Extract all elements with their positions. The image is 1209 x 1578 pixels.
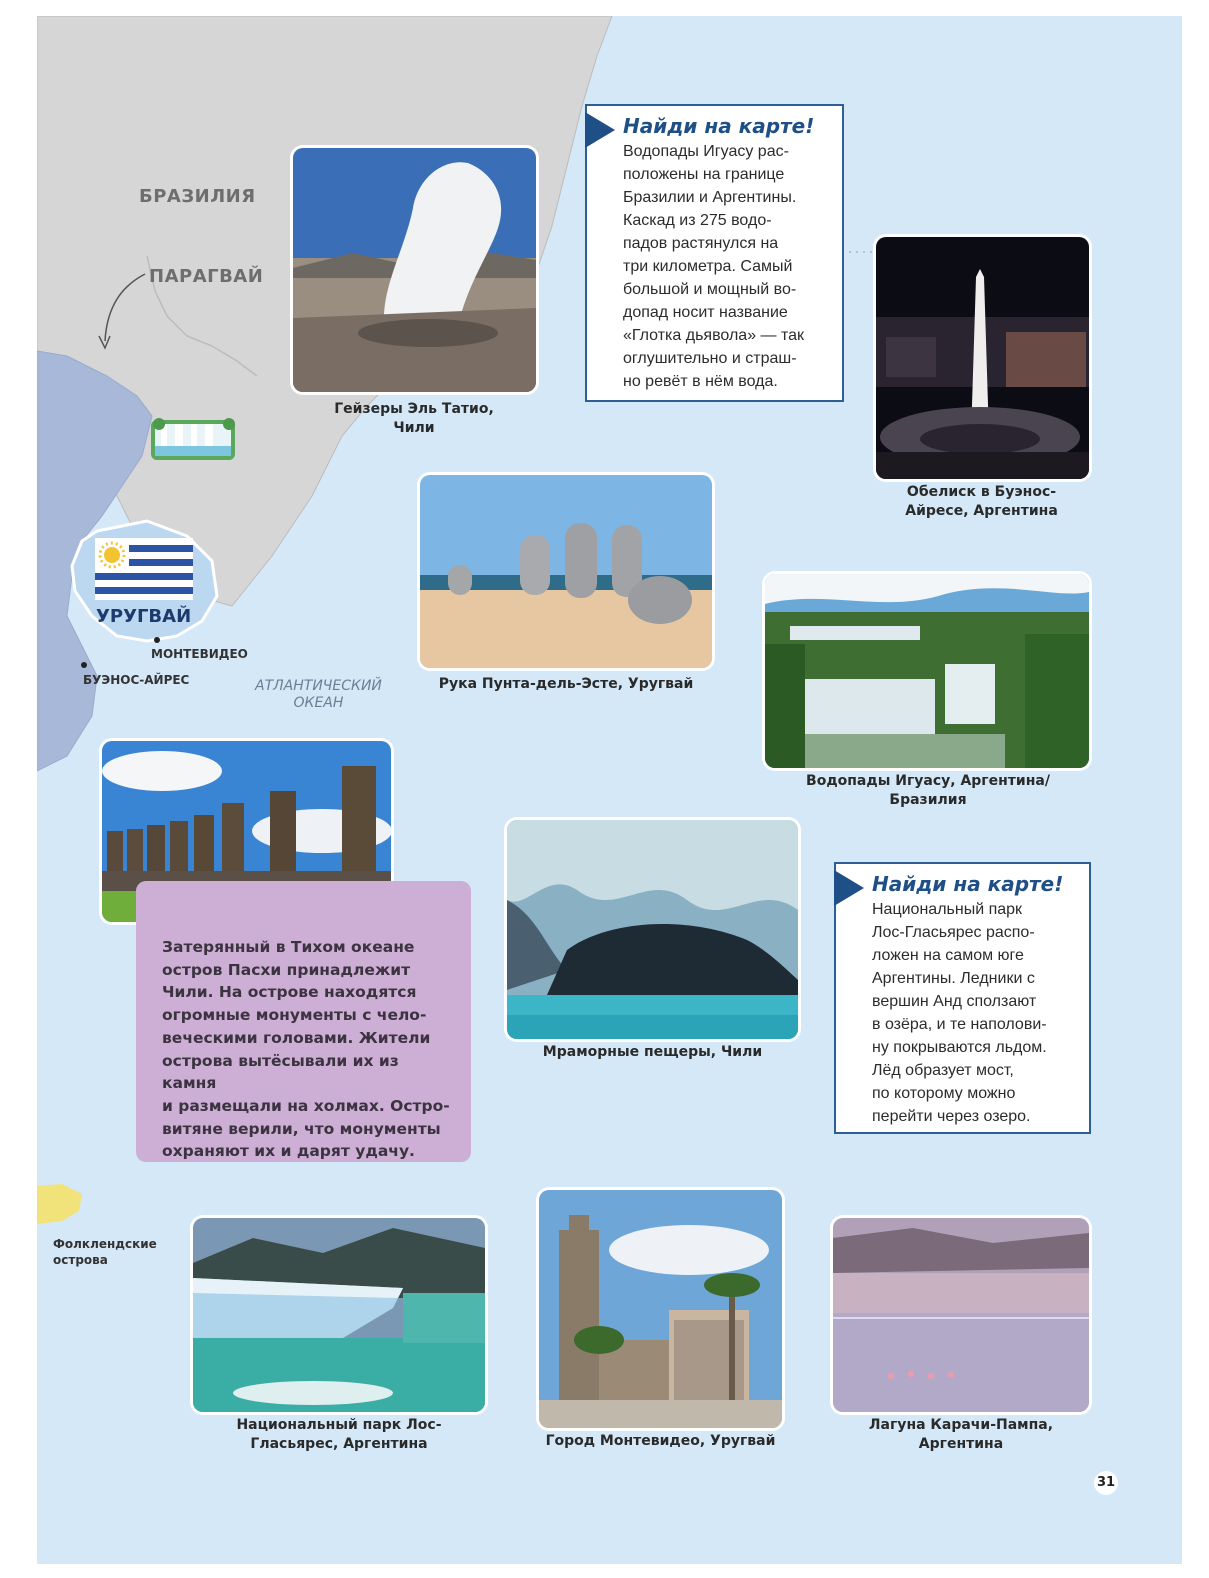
info-box-text: Водопады Игуасу рас- положены на границе Бразилии и Аргентины. Каскад из 275 водо- падов растянулся на три километра. Самый большой и мощный во- допад носит название «Глотка дьявола» — так оглушительно и страш- но ревёт в нём вода. xyxy=(623,143,805,390)
photo-geysers xyxy=(293,148,536,392)
page-number: 31 xyxy=(1094,1471,1118,1495)
label-montevideo: МОНТЕВИДЕО xyxy=(151,647,248,661)
info-arrow-icon xyxy=(834,870,864,906)
label-buenos-aires: БУЭНОС-АЙРЕС xyxy=(83,673,190,687)
uruguay-flag-icon xyxy=(95,538,193,600)
caption-iguazu: Водопады Игуасу, Аргентина/ Бразилия xyxy=(806,773,1050,808)
info-box-title: Найди на карте! xyxy=(872,872,1064,896)
buenos-aires-dot xyxy=(81,662,87,668)
montevideo-dot xyxy=(154,637,160,643)
photo-obelisk xyxy=(876,237,1089,479)
info-box-iguazu xyxy=(585,104,844,402)
label-paraguay: ПАРАГВАЙ xyxy=(149,266,264,287)
info-box-title: Найди на карте! xyxy=(623,114,815,138)
info-box-glaciares xyxy=(834,862,1091,1134)
label-ocean: АТЛАНТИЧЕСКИЙ ОКЕАН xyxy=(255,678,382,711)
info-box-text: Национальный парк Лос-Гласьярес распо- ложен на самом юге Аргентины. Ледники с вершин Анд сползают в озёра, и те наполови- ну покрываются льдом. Лёд образует мост, по которому можно перейти через озеро. xyxy=(872,901,1047,1125)
photo-hand xyxy=(420,475,712,668)
photo-laguna xyxy=(833,1218,1089,1412)
label-uruguay: УРУГВАЙ xyxy=(96,606,192,627)
caption-laguna: Лагуна Карачи-Пампа, Аргентина xyxy=(868,1417,1054,1452)
label-brazil: БРАЗИЛИЯ xyxy=(139,186,256,207)
waterfall-icon xyxy=(149,414,237,464)
photo-iguazu xyxy=(765,574,1089,768)
easter-island-box xyxy=(136,881,471,1162)
caption-los-glaciares: Национальный парк Лос- Гласьярес, Аргентина xyxy=(236,1417,442,1452)
easter-island-text: Затерянный в Тихом океане остров Пасхи принадлежит Чили. На острове находятся огромные монументы с чело- веческими головами. Жители острова вытёсывали их из камня и размещали на холмах. Остро- витяне верили, что монументы охраняют их и дарят удачу. xyxy=(162,938,450,1161)
page xyxy=(37,16,1182,1564)
info-arrow-icon xyxy=(585,112,615,148)
caption-hand: Рука Пунта-дель-Эсте, Уругвай xyxy=(438,676,694,692)
label-falklands: Фолклендские острова xyxy=(53,1237,157,1267)
caption-obelisk: Обелиск в Буэнос- Айресе, Аргентина xyxy=(905,484,1058,519)
photo-montevideo xyxy=(539,1190,782,1428)
photo-los-glaciares xyxy=(193,1218,485,1412)
photo-marble-caves xyxy=(507,820,798,1039)
falklands-land xyxy=(37,1184,82,1224)
caption-montevideo: Город Монтевидео, Уругвай xyxy=(545,1433,776,1449)
caption-marble-caves: Мраморные пещеры, Чили xyxy=(542,1044,763,1060)
caption-geysers: Гейзеры Эль Татио, Чили xyxy=(334,401,494,436)
